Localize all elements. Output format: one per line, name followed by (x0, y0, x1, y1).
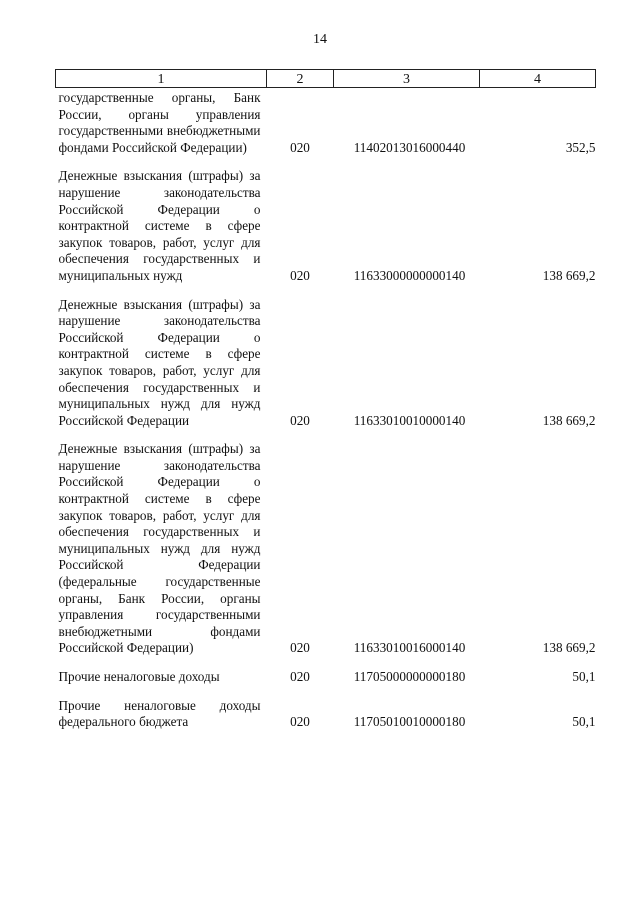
admin-code-cell: 020 (290, 714, 310, 730)
column-header-4: 4 (480, 70, 596, 88)
classification-code-cell: 11633010016000140 (353, 640, 466, 656)
revenue-name-cell: Денежные взыскания (штрафы) за нарушение законодательства Российской Федерации о контрактной системе в сфере закупок товаров, работ, услуг для обеспечения государственных и муниципальных нужд для нужд Российской Федерации (58, 296, 261, 428)
table-header (56, 70, 596, 88)
classification-code-cell: 11705010010000180 (353, 714, 466, 730)
revenue-name-cell: Денежные взыскания (штрафы) за нарушение законодательства Российской Федерации о контрактной системе в сфере закупок товаров, работ, услуг для обеспечения государственных и муниципальных нужд для нужд Российской Федерации (федеральные государственные органы, Банк России, органы управления государственными внебюджетными фондами Российской Федерации) (58, 441, 261, 656)
revenue-name-cell: государственные органы, Банк России, органы управления государственными внебюджетными фондами Российской Федерации) (58, 90, 261, 155)
classification-code-cell: 11633000000000140 (353, 267, 466, 283)
amount-cell: 138 669,2 (542, 640, 596, 656)
column-header-2: 2 (267, 70, 334, 88)
admin-code-cell: 020 (290, 412, 310, 428)
classification-code-cell: 11705000000000180 (353, 669, 466, 684)
classification-code-cell: 11402013016000440 (353, 139, 466, 155)
classification-code-cell: 11633010010000140 (353, 412, 466, 428)
revenue-name-cell: Прочие неналоговые доходы (58, 669, 220, 684)
amount-cell: 352,5 (565, 139, 596, 155)
table-row (56, 657, 596, 686)
amount-cell: 138 669,2 (542, 412, 596, 428)
table-row (56, 156, 596, 284)
table-row (56, 686, 596, 731)
amount-cell: 50,1 (572, 669, 596, 684)
table-row (56, 88, 596, 157)
budget-revenue-table (55, 69, 596, 731)
column-header-1: 1 (56, 70, 267, 88)
page-number: 14 (313, 32, 327, 47)
table-row (56, 429, 596, 657)
amount-cell: 138 669,2 (542, 267, 596, 283)
table-row (56, 285, 596, 430)
admin-code-cell: 020 (290, 139, 310, 155)
amount-cell: 50,1 (572, 714, 596, 730)
admin-code-cell: 020 (290, 267, 310, 283)
admin-code-cell: 020 (290, 669, 310, 684)
table-body (56, 88, 596, 731)
column-header-3: 3 (334, 70, 480, 88)
revenue-name-cell: Прочие неналоговые доходы федерального бюджета (58, 697, 261, 730)
revenue-name-cell: Денежные взыскания (штрафы) за нарушение законодательства Российской Федерации о контрактной системе в сфере закупок товаров, работ, услуг для обеспечения государственных и муниципальных нужд (58, 168, 261, 283)
admin-code-cell: 020 (290, 640, 310, 656)
header-row (56, 70, 596, 88)
